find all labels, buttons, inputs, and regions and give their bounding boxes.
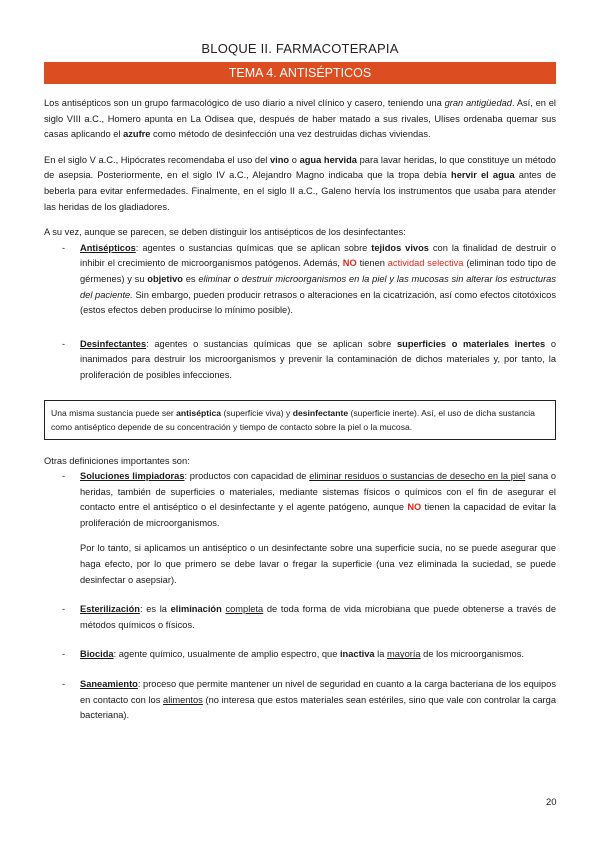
term-desinfectantes: Desinfectantes — [80, 338, 147, 349]
text-run: la — [374, 649, 387, 660]
definitions-list-1 — [44, 241, 556, 384]
text-run: eliminar o destruir microorganismos en la piel y las mucosas sin alterar los estructuras del paciente. — [80, 273, 556, 300]
text-run: o inanimados para destruir los microorganismos y prevenir la contaminación de dichos materiales y, por tanto, la proliferación de posibles infecciones. — [80, 338, 556, 380]
page-number: 20 — [546, 797, 557, 808]
document-body — [44, 96, 556, 724]
text-run: mayoría — [387, 649, 421, 660]
text-run: : productos con capacidad de — [184, 471, 310, 482]
spacer — [44, 531, 556, 541]
list-dash: - — [62, 242, 66, 253]
text-run: es — [182, 273, 199, 284]
text-run: de toda forma de vida microbiana que puede obtenerse a través de métodos químicos o físicos. — [80, 604, 556, 630]
text-run: vino — [269, 154, 290, 165]
term-antisepticos: Antisépticos — [80, 242, 136, 253]
text-run: con la finalidad de destruir o inhibir el crecimiento de microorganismos patógenos. Además, — [80, 242, 556, 269]
text-run: En el siglo V a.C., Hipócrates recomendaba el uso del — [44, 154, 270, 165]
text-run: de los microorganismos. — [420, 649, 524, 660]
term-esterilizacion: Esterilización — [80, 604, 140, 615]
text-run: (superficie inerte). Así, el uso de dicha sustancia como antiséptico depende de su concentración y tiempo de contacto sobre la piel o la mucosa. — [51, 407, 535, 432]
text-run: (superficie viva) y — [221, 407, 293, 418]
text-run: Sin embargo, pueden producir retrasos o alteraciones en la cicatrización, así como efectos citotóxicos (estos efectos deben producirse lo mínimo posible). — [80, 289, 556, 316]
text-run: superficies o materiales inertes — [396, 338, 546, 349]
intro-paragraph-2 — [44, 153, 556, 215]
definition-biocida — [44, 647, 556, 663]
spacer — [44, 143, 556, 153]
definition-antisepticos — [44, 241, 556, 319]
definition-soluciones-limpiadoras — [44, 469, 556, 531]
text-run: NO — [407, 502, 422, 513]
term-saneamiento: Saneamiento — [80, 679, 138, 690]
spacer — [44, 215, 556, 225]
limpiadoras-paragraph-2: Por lo tanto, si aplicamos un antiséptico o un desinfectante sobre una superficie sucia, no se puede asegurar que haga efecto, por lo que primero se debe lavar o fregar la superficie (una vez eliminada la suciedad, se puede desinfectar o asepsiar). — [80, 543, 556, 585]
text-run: : proceso que permite mantener un nivel de seguridad en cuanto a la carga bacteriana de los equipos en contacto con los — [80, 679, 556, 705]
text-run: completa — [225, 604, 264, 615]
text-run: : agente químico, usualmente de amplio espectro, que — [113, 649, 340, 660]
text-run: (no interesa que estos materiales sean estériles, sino que vale con controlar la carga bacteriana). — [80, 694, 556, 721]
text-run: agua hervida — [299, 154, 357, 165]
spacer — [44, 440, 556, 454]
list-dash: - — [62, 471, 66, 482]
text-run: objetivo — [147, 273, 183, 284]
text-run: inactiva — [339, 649, 375, 660]
text-run: como método de desinfección una vez destruidas dichas viviendas. — [150, 129, 431, 140]
text-run: (eliminan todo tipo de gérmenes) y su — [80, 258, 557, 284]
text-run: antiséptica — [176, 407, 222, 418]
intro-paragraph-1 — [44, 96, 556, 143]
text-run: hervir el agua — [451, 170, 515, 181]
text-run: azufre — [123, 129, 151, 140]
list-dash: - — [62, 679, 66, 690]
text-run: actividad selectiva — [387, 258, 464, 269]
spacer — [44, 319, 556, 337]
list-dash: - — [62, 604, 66, 615]
spacer — [44, 588, 556, 602]
list-dash: - — [62, 338, 66, 349]
term-soluciones-limpiadoras: Soluciones limpiadoras — [80, 471, 185, 482]
text-run: tienen — [356, 258, 388, 269]
list-dash: - — [62, 649, 66, 660]
text-run: NO — [342, 258, 357, 269]
spacer — [44, 663, 556, 677]
text-run: para lavar heridas, lo que constituye un método de asepsia. Posteriormente, en el siglo IV a.C., Alejandro Magno indicaba que la tropa debía — [44, 154, 556, 181]
text-run: eliminar residuos o sustancias de desecho en la piel — [309, 471, 526, 482]
text-run: desinfectante — [292, 407, 349, 418]
definition-saneamiento — [44, 677, 556, 724]
text-run: tienen la capacidad de evitar la proliferación de microorganismos. — [80, 502, 556, 528]
text-run: sana o heridas, también de superficies o materiales, mediante sistemas físicos o químicos con el fin de asegurar el contacto entre el antiséptico o el desinfectante y el agente patógeno, aunque — [80, 471, 557, 513]
topic-title-banner: TEMA 4. ANTISÉPTICOS — [44, 62, 556, 84]
text-run: . Así, en el siglo VIII a.C., Homero apunta en La Odisea que, después de haber matado a sus rivales, Ulises ordenaba quemar sus casas aplicando el — [44, 98, 556, 140]
text-run: antes de beberla para evitar enfermedades. Finalmente, en el siglo II a.C., Galeno hervía los instrumentos que usaba para atender las heridas de los gladiadores. — [44, 170, 556, 212]
other-definitions-title: Otras definiciones importantes son: — [44, 455, 190, 466]
spacer — [44, 633, 556, 647]
text-run: : es la — [139, 604, 171, 615]
definition-desinfectantes — [44, 337, 556, 384]
note-box — [44, 400, 556, 440]
text-run: gran antigüedad — [444, 98, 512, 108]
text-run: o — [289, 154, 300, 165]
intro-paragraph-3: A su vez, aunque se parecen, se deben distinguir los antisépticos de los desinfectantes: — [44, 227, 406, 238]
text-run: alimentos — [163, 694, 203, 705]
text-run: Los antisépticos son un grupo farmacológico de uso diario a nivel clínico y casero, teniendo una — [44, 98, 445, 108]
term-biocida: Biocida — [80, 649, 114, 660]
text-run: Una misma sustancia puede ser — [51, 407, 177, 418]
spacer — [44, 384, 556, 400]
text-run: eliminación — [170, 604, 222, 615]
text-run: : agentes o sustancias químicas que se aplican sobre — [135, 242, 372, 253]
definition-esterilizacion — [44, 602, 556, 633]
text-run: : agentes o sustancias químicas que se aplican sobre — [146, 338, 397, 349]
definitions-list-2 — [44, 469, 556, 724]
text-run: tejidos vivos — [371, 242, 429, 253]
block-title: BLOQUE II. FARMACOTERAPIA — [201, 41, 399, 56]
